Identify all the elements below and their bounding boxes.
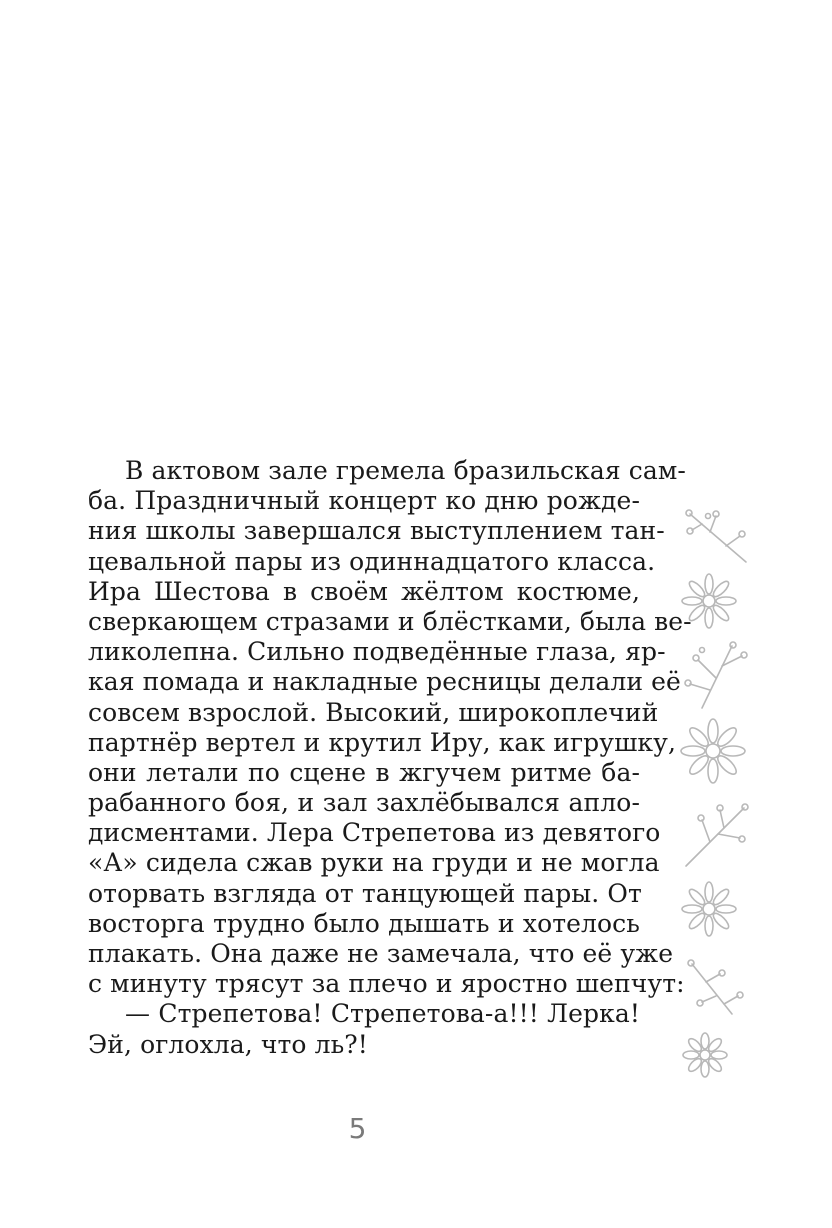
- text-line: кая помада и накладные ресницы делали её: [88, 667, 681, 697]
- text-line: рабанного боя, и зал захлёбывался апло-: [88, 788, 640, 818]
- text-line: ния школы завершался выступлением тан-: [88, 516, 665, 546]
- text-line: совсем взрослой. Высокий, широкоплечий: [88, 697, 659, 727]
- text-line: с минуту трясут за плечо и яростно шепчут:: [88, 969, 685, 999]
- text-line: цевальной пары из одиннадцатого класса.: [88, 546, 656, 576]
- text-line-last: Эй, оглохла, что ль?!: [88, 1029, 368, 1059]
- daisy-icon: [680, 880, 738, 938]
- text-line: они летали по сцене в жгучем ритме ба-: [88, 757, 640, 787]
- text-line: ба. Праздничный концерт ко дню рожде-: [88, 486, 640, 516]
- sprig-icon: [680, 508, 752, 566]
- text-line: оторвать взгляда от танцующей пары. От: [88, 878, 642, 908]
- text-line: восторга трудно было дышать и хотелось: [88, 908, 640, 938]
- page-number: 5: [348, 1112, 368, 1145]
- text-line-dialogue: — Стрепетова! Стрепетова-а!!! Лерка!: [125, 999, 640, 1029]
- daisy-icon: [680, 718, 746, 784]
- floral-ornament-column: [680, 500, 760, 1090]
- text-line: «А» сидела сжав руки на груди и не могла: [88, 848, 660, 878]
- sprig-icon: [680, 800, 752, 870]
- daisy-icon: [680, 1030, 730, 1080]
- text-line: ликолепна. Сильно подведённые глаза, яр-: [88, 637, 666, 667]
- sprig-icon: [680, 958, 752, 1018]
- text-line: плакать. Она даже не замечала, что её уже: [88, 939, 674, 968]
- text-line: дисментами. Лера Стрепетова из девятого: [88, 818, 661, 848]
- text-line: сверкающем стразами и блёстками, была ве-: [88, 606, 692, 636]
- sprig-icon: [680, 640, 752, 710]
- text-line: партнёр вертел и крутил Иру, как игрушку,: [88, 727, 677, 757]
- daisy-icon: [680, 572, 738, 630]
- body-text: [88, 456, 692, 1060]
- text-line: В актовом зале гремела бразильская сам-: [125, 456, 686, 485]
- text-line: Ира Шестова в своём жёлтом костюме,: [88, 576, 640, 606]
